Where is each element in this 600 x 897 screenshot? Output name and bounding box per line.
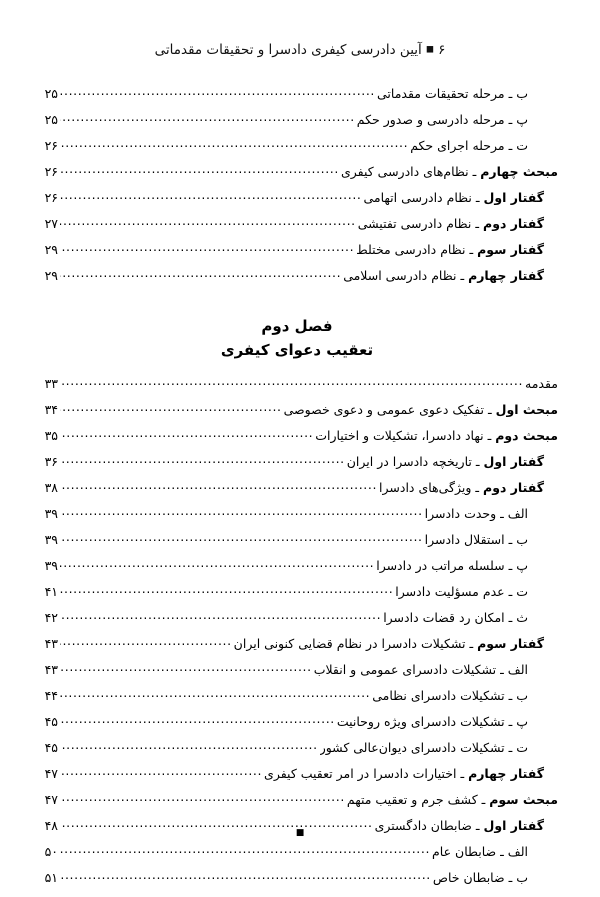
book-title: آیین دادرسی کیفری دادسرا و تحقیقات مقدماتی [154,42,422,58]
toc-entry-text: ـ نظام‌های دادرسی کیفری [340,164,481,179]
toc-leader-dots [60,216,356,228]
toc-entry[interactable] [36,190,558,216]
toc-entry-label [383,610,558,625]
toc-entry-page-number: ۲۶ [44,164,58,179]
toc-entry-page-number: ۴۷ [44,766,58,781]
toc-entry-page-number: ۴۳ [44,636,58,651]
toc-entry-lead: گفتار اول [483,454,544,469]
toc-leader-dots [60,190,361,202]
chapter-title: تعقیب دعوای کیفری [220,341,374,359]
toc-entry-text: ـ ویژگی‌های دادسرا [379,480,484,495]
toc-entry-text: پ ـ تشکیلات دادسرای ویژه روحانیت [336,714,528,729]
toc-entry-label [425,532,558,547]
toc-entry-text: ـ نظام دادرسی اسلامی [343,268,469,283]
toc-entry-page-number: ۴۱ [44,584,58,599]
toc-leader-dots [60,714,335,726]
toc-entry[interactable] [36,870,558,896]
toc-leader-dots [60,584,393,596]
toc-section [36,86,558,294]
toc-entry-label [357,112,558,127]
page-folio-number: ۶ [438,42,446,58]
toc-entry-label [347,454,558,469]
toc-entry-text: پ ـ سلسله مراتب در دادسرا [376,558,528,573]
toc-entry-page-number: ۴۵ [44,740,58,755]
toc-entry-page-number: ۲۹ [44,242,58,257]
toc-leader-dots [60,86,375,98]
toc-entry[interactable] [36,662,558,688]
toc-leader-dots [60,376,523,388]
toc-entry-text: ـ تاریخچه دادسرا در ایران [346,454,484,469]
toc-entry-lead: مبحث دوم [495,428,558,443]
running-header [60,40,540,60]
toc-entry-lead: گفتار اول [483,818,544,833]
toc-entry-label [376,558,558,573]
toc-entry[interactable] [36,402,558,428]
toc-entry-text: الف ـ تشکیلات دادسرای عمومی و انقلاب [313,662,528,677]
toc-leader-dots [60,558,374,570]
toc-entry[interactable] [36,636,558,662]
toc-entry-page-number: ۳۹ [44,558,58,573]
toc-entry-lead: گفتار سوم [477,636,544,651]
toc-entry[interactable] [36,164,558,190]
toc-entry-text: ـ نظام دادرسی مختلط [356,242,478,257]
toc-entry-label [379,480,558,495]
toc-entry-page-number: ۴۴ [44,688,58,703]
toc-entry-text: ت ـ تشکیلات دادسرای دیوان‌عالی کشور [319,740,528,755]
toc-entry-label [433,870,558,885]
toc-entry-page-number: ۴۷ [44,792,58,807]
toc-entry-text: الف ـ وحدت دادسرا [424,506,528,521]
toc-entry-lead: گفتار اول [483,190,544,205]
toc-entry-text: ت ـ عدم مسؤلیت دادسرا [395,584,528,599]
toc-entry-text: ـ نظام دادرسی اتهامی [363,190,484,205]
toc-entry[interactable] [36,558,558,584]
toc-leader-dots [60,662,312,674]
toc-leader-dots [60,112,355,124]
toc-entry-text: ـ ضابطان دادگستری [374,818,484,833]
toc-entry[interactable] [36,584,558,610]
toc-entry-text: ت ـ مرحله اجرای حکم [410,138,528,153]
square-bullet-icon: ◼ [425,44,435,55]
toc-entry-label [347,792,558,807]
toc-leader-dots [60,164,339,176]
toc-entry-text: ـ تفکیک دعوی عمومی و دعوی خصوصی [283,402,496,417]
toc-entry-page-number: ۵۱ [44,870,58,885]
toc-entry-page-number: ۲۷ [44,216,58,231]
toc-entry-text: ـ تشکیلات دادسرا در نظام قضایی کنونی ایران [233,636,478,651]
toc-entry[interactable] [36,428,558,454]
toc-entry-label [432,844,558,859]
toc-entry-text: ب ـ ضابطان خاص [432,870,528,885]
toc-entry-text: ـ نهاد دادسرا، تشکیلات و اختیارات [315,428,496,443]
toc-entry-lead: گفتار دوم [483,480,544,495]
toc-entry[interactable] [36,480,558,506]
toc-entry-label [343,268,558,283]
toc-entry-page-number: ۳۵ [44,428,58,443]
toc-entry-label [358,216,558,231]
toc-entry-text: پ ـ مرحله دادرسی و صدور حکم [356,112,528,127]
toc-entry-page-number: ۲۹ [44,268,58,283]
toc-entry-lead: گفتار دوم [483,216,544,231]
toc-entry-lead: مبحث اول [495,402,558,417]
toc-entry-lead: مبحث سوم [489,792,558,807]
toc-entry-text: ـ کشف جرم و تعقیب متهم [346,792,490,807]
toc-entry-label [337,714,558,729]
toc-entry-label [356,242,558,257]
toc-leader-dots [60,636,232,648]
toc-entry-lead: گفتار سوم [477,242,544,257]
toc-entry-page-number: ۳۳ [44,376,58,391]
toc-entry-text: الف ـ ضابطان عام [432,844,528,859]
toc-entry-page-number: ۳۴ [44,402,58,417]
toc-entry-lead: گفتار چهارم [468,766,544,781]
toc-entry[interactable] [36,86,558,112]
toc-entry-label [341,164,558,179]
toc-entry-label [410,138,558,153]
toc-leader-dots [60,138,408,150]
toc-entry-label [372,688,558,703]
toc-entry-text: مقدمه [525,376,558,391]
toc-entry-page-number: ۲۵ [44,86,58,101]
toc-leader-dots [60,506,423,518]
toc-leader-dots [60,402,282,414]
toc-entry-label [363,190,558,205]
toc-entry-page-number: ۲۶ [44,190,58,205]
toc-entry-page-number: ۵۰ [44,844,58,859]
toc-entry-page-number: ۲۶ [44,138,58,153]
toc-entry[interactable] [36,268,558,294]
toc-entry-page-number: ۲۵ [44,112,58,127]
toc-entry[interactable] [36,740,558,766]
toc-entry-page-number: ۴۵ [44,714,58,729]
toc-leader-dots [60,242,354,254]
square-ornament-icon: ■ [295,828,305,838]
toc-leader-dots [60,870,431,882]
toc-entry[interactable] [36,506,558,532]
toc-entry-text: ـ نظام دادرسی تفتیشی [357,216,484,231]
toc-leader-dots [60,844,430,856]
toc-entry[interactable] [36,112,558,138]
toc-entry-page-number: ۳۸ [44,480,58,495]
toc-leader-dots [60,428,313,440]
toc-leader-dots [60,610,381,622]
toc-entry-page-number: ۴۳ [44,662,58,677]
chapter-heading [36,294,558,376]
toc-entry-page-number: ۳۹ [44,506,58,521]
toc-entry-label [234,636,558,651]
toc-entry-text: ث ـ امکان رد قضات دادسرا [383,610,528,625]
toc-entry-page-number: ۳۶ [44,454,58,469]
toc-entry-label [395,584,558,599]
toc-entry-lead: گفتار چهارم [468,268,544,283]
toc-entry-text: ب ـ تشکیلات دادسرای نظامی [372,688,528,703]
toc-entry-label [377,86,558,101]
toc-entry[interactable] [36,766,558,792]
toc-entry[interactable] [36,844,558,870]
toc-entry-label [264,766,558,781]
toc-entry-label [320,740,558,755]
toc-entry-text: ب ـ مرحله تحقیقات مقدماتی [376,86,528,101]
chapter-number: فصل دوم [261,317,333,335]
toc-entry-label [315,428,558,443]
toc-leader-dots [60,688,370,700]
toc-entry[interactable] [36,688,558,714]
toc-leader-dots [60,454,345,466]
toc-leader-dots [60,480,377,492]
toc-leader-dots [60,766,262,778]
toc-entry-label [314,662,558,677]
toc-entry-label [284,402,558,417]
toc-leader-dots [60,740,318,752]
toc-entry[interactable] [36,610,558,636]
toc-entry[interactable] [36,376,558,402]
toc-section [36,294,558,896]
toc-entry[interactable] [36,532,558,558]
toc-leader-dots [60,532,423,544]
toc-entry[interactable] [36,792,558,818]
table-of-contents [36,86,558,896]
toc-entry-page-number: ۴۸ [44,818,58,833]
toc-entry[interactable] [36,138,558,164]
toc-entry[interactable] [36,454,558,480]
toc-entry-label [525,376,558,391]
toc-leader-dots [60,792,345,804]
toc-entry-text: ـ اختیارات دادسرا در امر تعقیب کیفری [264,766,469,781]
toc-entry-lead: مبحث چهارم [480,164,558,179]
toc-entry-label [425,506,558,521]
toc-entry-page-number: ۳۹ [44,532,58,547]
toc-entry-page-number: ۴۲ [44,610,58,625]
toc-entry[interactable] [36,242,558,268]
toc-entry[interactable] [36,216,558,242]
toc-entry-text: ب ـ استقلال دادسرا [424,532,528,547]
toc-entry[interactable] [36,714,558,740]
toc-leader-dots [60,268,341,280]
